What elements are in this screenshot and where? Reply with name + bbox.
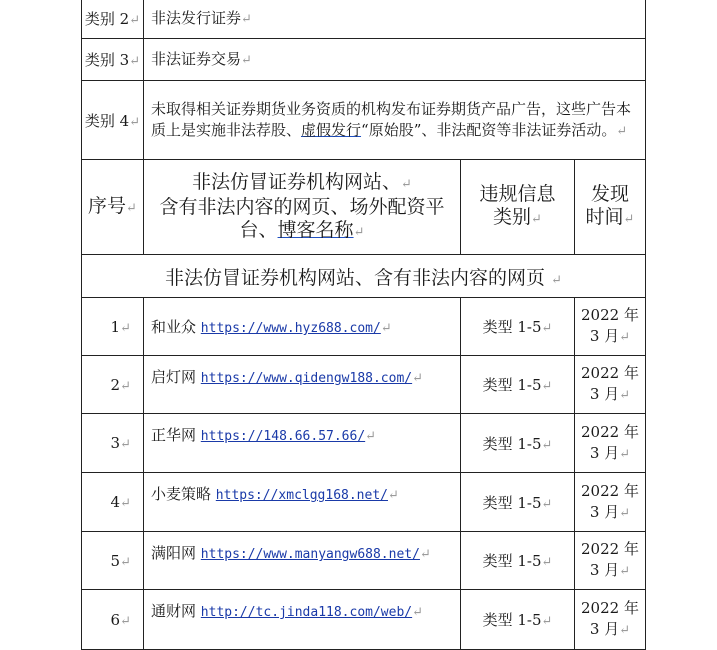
site-link[interactable]: https://xmclgg168.net/ (215, 488, 388, 503)
category-row (82, 0, 646, 39)
table-row: 5↵ 满阳网 https://www.manyangw688.net/↵ 类型 1-5↵ 2022 年 3 月↵ (82, 532, 646, 590)
header-seq: 序号↵ (82, 160, 144, 255)
site-name: 正华网 (151, 426, 197, 444)
category-row (82, 81, 646, 160)
header-date: 发现 时间↵ (575, 160, 646, 255)
section-title: 非法仿冒证券机构网站、含有非法内容的网页 ↵ (82, 255, 646, 298)
table-header-row (82, 160, 646, 255)
section-row (82, 255, 646, 298)
category-label: 类别 4↵ (82, 81, 144, 160)
category-label: 类别 2↵ (82, 0, 144, 39)
underlined-term: 虚假发行 (301, 120, 362, 139)
table-row: 3↵ 正华网 https://148.66.57.66/↵ 类型 1-5↵ 2022 年 3 月↵ (82, 414, 646, 473)
violation-table (81, 0, 646, 650)
site-link[interactable]: https://www.qidengw188.com/ (200, 371, 413, 386)
header-type: 违规信息 类别↵ (461, 160, 575, 255)
table-row: 2↵ 启灯网 https://www.qidengw188.com/↵ 类型 1-5↵ 2022 年 3 月↵ (82, 356, 646, 414)
table-row: 6↵ 通财网 http://tc.jinda118.com/web/↵ 类型 1-5↵ 2022 年 3 月↵ (82, 590, 646, 650)
category-row (82, 39, 646, 81)
site-name: 启灯网 (151, 368, 197, 386)
site-name: 通财网 (151, 602, 197, 620)
site-link[interactable]: http://tc.jinda118.com/web/ (200, 605, 413, 620)
site-name: 和业众 (151, 318, 197, 336)
category-text: 非法证券交易↵ (144, 39, 646, 81)
header-name: 非法仿冒证券机构网站、↵ 含有非法内容的网页、场外配资平 台、博客名称↵ (144, 160, 461, 255)
site-name: 满阳网 (151, 544, 197, 562)
site-link[interactable]: https://www.manyangw688.net/ (200, 547, 420, 562)
category-text: 未取得相关证券期货业务资质的机构发布证券期货产品广告，这些广告本质上是实施非法荐股、虚假发行“原始股”、非法配资等非法证券活动。↵ (144, 81, 646, 160)
site-link[interactable]: https://www.hyz688.com/ (200, 321, 381, 336)
site-name: 小麦策略 (151, 485, 212, 503)
table-row: 1↵ 和业众 https://www.hyz688.com/↵ 类型 1-5↵ 2022 年 3 月↵ (82, 298, 646, 356)
category-text: 非法发行证券↵ (144, 0, 646, 39)
table-row: 4↵ 小麦策略 https://xmclgg168.net/↵ 类型 1-5↵ 2022 年 3 月↵ (82, 473, 646, 532)
category-label: 类别 3↵ (82, 39, 144, 81)
site-link[interactable]: https://148.66.57.66/ (200, 429, 366, 444)
